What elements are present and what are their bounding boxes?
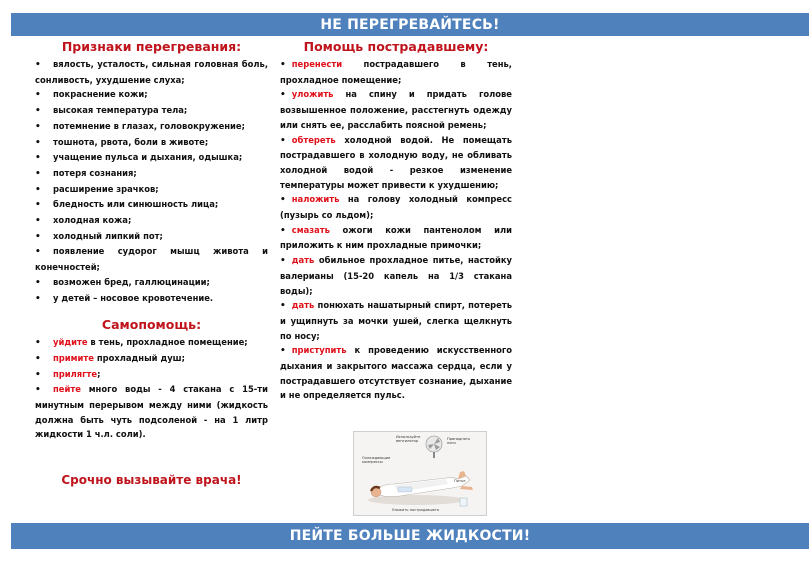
bullet-icon: • bbox=[35, 216, 41, 227]
bullet-icon: • bbox=[280, 60, 286, 70]
caption-lay-down: Уложить пострадавшего bbox=[392, 508, 440, 512]
bullet-icon: • bbox=[35, 277, 41, 288]
signs-heading: Признаки перегревания: bbox=[61, 39, 242, 54]
list-item bbox=[35, 103, 268, 119]
bullet-icon: • bbox=[280, 90, 286, 101]
caption-fan: Используйте вентилятор bbox=[396, 435, 421, 444]
action-verb: дать bbox=[291, 255, 315, 266]
list-item bbox=[35, 57, 268, 87]
bullet-icon: • bbox=[35, 153, 41, 164]
signs-list bbox=[35, 57, 268, 306]
list-item bbox=[35, 87, 268, 103]
action-verb: приступить bbox=[291, 345, 347, 356]
caption-raise-legs: Приподнять ноги bbox=[447, 437, 471, 446]
list-item bbox=[35, 119, 268, 135]
bullet-icon: • bbox=[35, 121, 41, 132]
bullet-icon: • bbox=[35, 90, 41, 101]
list-item bbox=[35, 150, 268, 166]
bullet-icon: • bbox=[280, 135, 286, 146]
action-text: в тень, прохладное помещение; bbox=[87, 337, 248, 348]
sign-text: тошнота, рвота, боли в животе; bbox=[53, 136, 209, 147]
list-item bbox=[35, 229, 268, 245]
list-item bbox=[35, 335, 268, 351]
footer-title: ПЕЙТЕ БОЛЬШЕ ЖИДКОСТИ! bbox=[289, 528, 531, 544]
bullet-icon: • bbox=[280, 195, 286, 206]
list-item bbox=[35, 166, 268, 182]
middle-column bbox=[280, 39, 512, 403]
action-verb: наложить bbox=[291, 194, 340, 205]
bullet-icon: • bbox=[35, 106, 41, 117]
action-verb: смазать bbox=[291, 224, 330, 235]
caption-drink: Питье bbox=[454, 479, 466, 483]
list-item bbox=[35, 291, 268, 307]
page-title: НЕ ПЕРЕГРЕВАЙТЕСЬ! bbox=[320, 16, 500, 33]
list-item bbox=[280, 57, 512, 87]
list-item bbox=[35, 135, 268, 151]
sign-text: потемнение в глазах, головокружение; bbox=[53, 120, 245, 131]
bullet-icon: • bbox=[35, 137, 41, 148]
action-verb: дать bbox=[291, 300, 315, 311]
action-verb: прилягте bbox=[53, 368, 98, 379]
aid-list bbox=[280, 57, 512, 403]
bullet-icon: • bbox=[35, 293, 41, 304]
list-item bbox=[280, 87, 512, 132]
list-item bbox=[280, 253, 512, 298]
selfhelp-heading: Самопомощь: bbox=[101, 317, 202, 333]
sign-text: вялость, усталость, сильная головная боль, сонливость, ухудшение слуха; bbox=[35, 59, 268, 85]
bullet-icon: • bbox=[280, 225, 286, 236]
action-text: к проведению искусственного дыхания и закрытого массажа сердца, если у пострадавшего отсутствует сознание, дыхание и не определяется пульс. bbox=[280, 345, 512, 401]
bullet-icon: • bbox=[280, 301, 286, 312]
action-text: много воды - 4 стакана с 15-ти минутным перерывом между ними (жидкость должна быть чуть подсоленой - на 1 литр жидкости 1 ч.л. соли). bbox=[35, 384, 268, 440]
aid-heading: Помощь пострадавшему: bbox=[303, 39, 489, 54]
bottom-banner bbox=[11, 523, 809, 549]
bullet-icon: • bbox=[35, 369, 41, 380]
bullet-icon: • bbox=[35, 184, 41, 195]
sign-text: появление судорог мышц живота и конечностей; bbox=[35, 246, 268, 273]
call-doctor-text: Срочно вызывайте врача! bbox=[61, 473, 242, 488]
action-text: ожоги кожи пантенолом или приложить к ним прохладные примочки; bbox=[280, 224, 512, 251]
action-text: на спину и придать голове возвышенное положение, расстегнуть одежду или снять ее, расслабить поясной ремень; bbox=[280, 89, 512, 130]
list-item bbox=[280, 223, 512, 253]
list-item bbox=[35, 382, 268, 442]
left-column bbox=[35, 39, 268, 488]
action-text: на голову холодный компресс (пузырь со льдом); bbox=[280, 194, 512, 221]
caption-compress: Охлаждающие компрессы bbox=[362, 456, 391, 465]
action-text: пострадавшего в тень, прохладное помещение; bbox=[280, 59, 512, 85]
list-item bbox=[35, 275, 268, 291]
bullet-icon: • bbox=[35, 247, 41, 258]
selfhelp-list bbox=[35, 335, 268, 442]
sign-text: бледность или синюшность лица; bbox=[53, 199, 219, 210]
bullet-icon: • bbox=[35, 200, 41, 211]
bullet-icon: • bbox=[35, 231, 41, 242]
top-banner bbox=[11, 13, 809, 36]
action-verb: перенести bbox=[291, 59, 343, 69]
action-verb: обтереть bbox=[291, 134, 336, 145]
bullet-icon: • bbox=[280, 346, 286, 357]
first-aid-illustration bbox=[353, 431, 487, 516]
sign-text: высокая температура тела; bbox=[53, 105, 188, 116]
action-text: обильное прохладное питье, настойку валерианы (15-20 капель на 1/3 стакана воды); bbox=[280, 255, 512, 296]
action-verb: уложить bbox=[291, 89, 334, 100]
bullet-icon: • bbox=[35, 338, 41, 349]
bullet-icon: • bbox=[35, 385, 41, 396]
list-item bbox=[35, 351, 268, 367]
sign-text: учащение пульса и дыхания, одышка; bbox=[53, 152, 243, 163]
list-item bbox=[35, 182, 268, 198]
bullet-icon: • bbox=[35, 168, 41, 179]
sign-text: покраснение кожи; bbox=[53, 89, 148, 100]
bullet-icon: • bbox=[280, 256, 286, 267]
list-item bbox=[35, 213, 268, 229]
list-item bbox=[35, 367, 268, 383]
action-verb: уйдите bbox=[53, 337, 88, 348]
sign-text: холодная кожа; bbox=[53, 215, 132, 226]
action-text: ; bbox=[97, 368, 101, 379]
sign-text: холодный липкий пот; bbox=[53, 230, 163, 241]
list-item bbox=[280, 343, 512, 403]
sign-text: возможен бред, галлюцинации; bbox=[53, 276, 210, 287]
action-text: холодной водой. Не помещать пострадавшего в холодную воду, не обливать холодной водой - резкое изменение температуры может привести к ухудшению; bbox=[280, 134, 512, 190]
list-item bbox=[35, 197, 268, 213]
bullet-icon: • bbox=[35, 60, 41, 70]
list-item bbox=[280, 133, 512, 193]
list-item bbox=[35, 244, 268, 274]
water-cup-icon bbox=[460, 498, 467, 506]
action-verb: примите bbox=[53, 352, 94, 363]
list-item bbox=[280, 298, 512, 343]
action-verb: пейте bbox=[53, 384, 81, 395]
sign-text: у детей – носовое кровотечение. bbox=[53, 292, 214, 303]
sign-text: потеря сознания; bbox=[53, 167, 137, 178]
action-text: прохладный душ; bbox=[93, 352, 185, 363]
sign-text: расширение зрачков; bbox=[53, 183, 159, 194]
action-text: понюхать нашатырный спирт, потереть и ущипнуть за мочки ушей, слегка щелкнуть по носу; bbox=[280, 300, 512, 341]
bullet-icon: • bbox=[35, 353, 41, 364]
list-item bbox=[280, 192, 512, 222]
